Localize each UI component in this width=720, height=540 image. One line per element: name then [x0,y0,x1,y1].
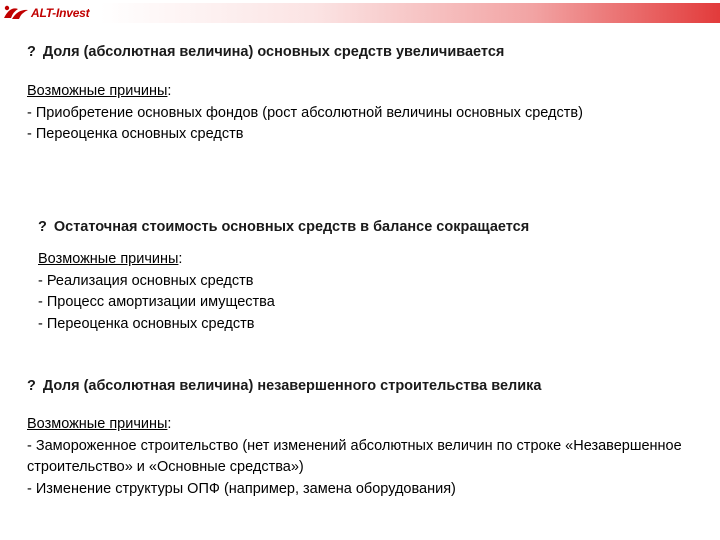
alt-invest-logo [2,3,89,23]
question-mark: ? [27,378,36,394]
header-gradient-bar [100,3,720,23]
question-text: Доля (абсолютная величина) незавершенного строительства велика [42,378,542,394]
reasons-heading [27,414,707,436]
question-mark: ? [27,44,36,60]
question-1 [27,44,504,60]
reason-item: - Реализация основных средств [38,272,254,289]
reason-item: - Замороженное строительство (нет изменений абсолютных величин по строке «Незавершенное строительство» и «Основные средства») [27,437,682,475]
question-text: Остаточная стоимость основных средств в балансе сокращается [53,219,530,235]
reasons-colon: : [167,416,172,432]
logo-text: ALT-Invest [31,6,90,20]
reasons-heading [27,81,667,103]
reasons-label: Возможные причины [38,251,179,267]
reason-item: - Изменение структуры ОПФ (например, замена оборудования) [27,480,456,497]
header-band [0,0,720,30]
reason-item: - Переоценка основных средств [27,126,244,142]
question-2 [38,219,529,235]
logo-mark-icon [2,3,30,23]
reasons-label: Возможные причины [27,83,168,99]
reasons-colon: : [167,83,172,99]
reasons-heading [38,249,678,271]
reason-item: - Переоценка основных средств [38,315,255,332]
question-text: Доля (абсолютная величина) основных средств увеличивается [42,44,505,60]
reasons-block-3 [27,414,707,500]
reasons-label: Возможные причины [27,416,168,432]
question-3 [27,378,541,394]
reason-item: - Приобретение основных фондов (рост абсолютной величины основных средств) [27,104,583,121]
reasons-block-2 [38,249,678,335]
reasons-block-1 [27,81,667,146]
reasons-colon: : [178,251,183,267]
reason-item: - Процесс амортизации имущества [38,294,275,310]
question-mark: ? [38,219,47,235]
